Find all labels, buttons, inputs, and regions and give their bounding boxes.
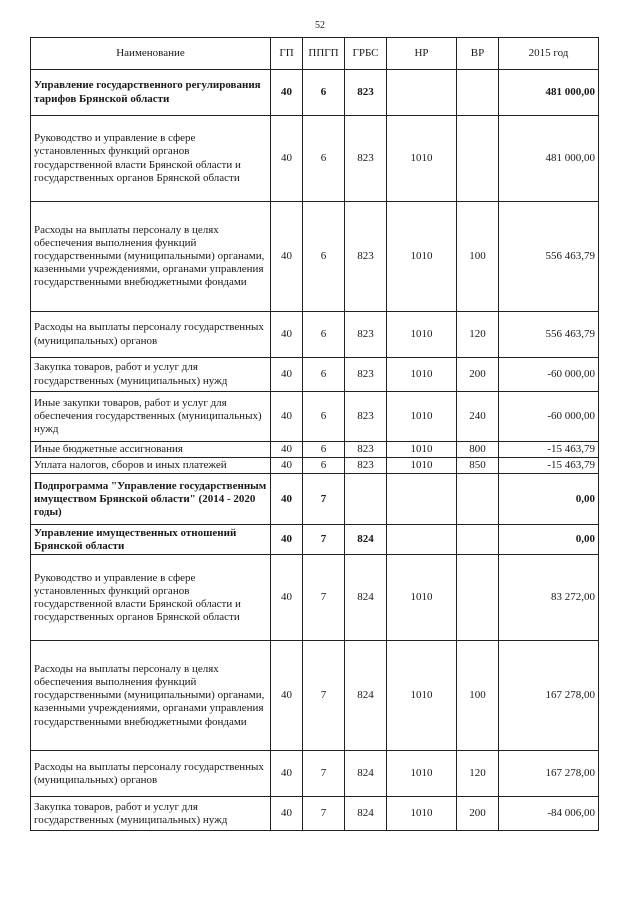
cell-grbs: 824 <box>345 555 387 641</box>
cell-nr: 1010 <box>387 312 457 358</box>
table-row <box>31 555 599 641</box>
cell-name: Расходы на выплаты персоналу в целях обеспечения выполнения функций государственными (муниципальными) органами, казенными учреждениями, органами управления государственными внебюджетными фондами <box>31 202 271 312</box>
budget-table-body <box>31 70 599 831</box>
cell-name: Управление имущественных отношений Брянской области <box>31 525 271 555</box>
cell-ppgp: 6 <box>303 312 345 358</box>
cell-grbs: 823 <box>345 358 387 392</box>
cell-nr: 1010 <box>387 641 457 751</box>
cell-vr <box>457 525 499 555</box>
cell-vr <box>457 70 499 116</box>
cell-gp: 40 <box>271 474 303 525</box>
cell-amount: -60 000,00 <box>499 392 599 442</box>
cell-nr: 1010 <box>387 442 457 458</box>
cell-vr <box>457 474 499 525</box>
cell-name: Расходы на выплаты персоналу в целях обеспечения выполнения функций государственными (муниципальными) органами, казенными учреждениями, органами управления государственными внебюджетными фондами <box>31 641 271 751</box>
cell-nr: 1010 <box>387 458 457 474</box>
cell-amount: 0,00 <box>499 525 599 555</box>
cell-name: Иные закупки товаров, работ и услуг для обеспечения государственных (муниципальных) нужд <box>31 392 271 442</box>
cell-amount: -15 463,79 <box>499 442 599 458</box>
cell-vr: 120 <box>457 751 499 797</box>
header-nr: НР <box>387 38 457 70</box>
cell-gp: 40 <box>271 392 303 442</box>
cell-grbs: 823 <box>345 392 387 442</box>
cell-name: Закупка товаров, работ и услуг для государственных (муниципальных) нужд <box>31 797 271 831</box>
table-row <box>31 116 599 202</box>
cell-ppgp: 6 <box>303 442 345 458</box>
cell-gp: 40 <box>271 797 303 831</box>
cell-nr: 1010 <box>387 751 457 797</box>
table-row <box>31 312 599 358</box>
table-row <box>31 442 599 458</box>
header-year: 2015 год <box>499 38 599 70</box>
cell-grbs: 823 <box>345 458 387 474</box>
cell-ppgp: 6 <box>303 392 345 442</box>
cell-grbs: 823 <box>345 312 387 358</box>
cell-ppgp: 7 <box>303 474 345 525</box>
cell-amount: 556 463,79 <box>499 312 599 358</box>
cell-ppgp: 6 <box>303 116 345 202</box>
cell-nr: 1010 <box>387 555 457 641</box>
cell-vr <box>457 555 499 641</box>
table-row <box>31 392 599 442</box>
cell-vr: 240 <box>457 392 499 442</box>
cell-amount: 556 463,79 <box>499 202 599 312</box>
cell-nr: 1010 <box>387 116 457 202</box>
table-row <box>31 202 599 312</box>
table-row <box>31 458 599 474</box>
cell-nr: 1010 <box>387 797 457 831</box>
budget-table <box>30 37 599 831</box>
table-row <box>31 474 599 525</box>
cell-amount: -15 463,79 <box>499 458 599 474</box>
header-name: Наименование <box>31 38 271 70</box>
table-row <box>31 525 599 555</box>
cell-ppgp: 6 <box>303 358 345 392</box>
cell-ppgp: 7 <box>303 641 345 751</box>
table-header-row <box>31 38 599 70</box>
page-number: 52 <box>315 20 325 31</box>
cell-vr: 850 <box>457 458 499 474</box>
cell-gp: 40 <box>271 70 303 116</box>
cell-grbs: 823 <box>345 202 387 312</box>
cell-name: Руководство и управление в сфере установленных функций органов государственной власти Брянской области и государственных органов Брянской области <box>31 555 271 641</box>
cell-grbs <box>345 474 387 525</box>
cell-gp: 40 <box>271 116 303 202</box>
cell-name: Расходы на выплаты персоналу государственных (муниципальных) органов <box>31 312 271 358</box>
cell-gp: 40 <box>271 641 303 751</box>
cell-ppgp: 7 <box>303 797 345 831</box>
cell-amount: 481 000,00 <box>499 70 599 116</box>
cell-ppgp: 6 <box>303 458 345 474</box>
cell-ppgp: 7 <box>303 525 345 555</box>
cell-ppgp: 6 <box>303 70 345 116</box>
cell-grbs: 824 <box>345 525 387 555</box>
cell-name: Иные бюджетные ассигнования <box>31 442 271 458</box>
cell-ppgp: 6 <box>303 202 345 312</box>
cell-nr <box>387 525 457 555</box>
cell-vr: 100 <box>457 202 499 312</box>
cell-grbs: 823 <box>345 442 387 458</box>
cell-name: Закупка товаров, работ и услуг для государственных (муниципальных) нужд <box>31 358 271 392</box>
cell-gp: 40 <box>271 202 303 312</box>
cell-ppgp: 7 <box>303 555 345 641</box>
cell-nr: 1010 <box>387 358 457 392</box>
cell-name: Управление государственного регулирования тарифов Брянской области <box>31 70 271 116</box>
cell-amount: 0,00 <box>499 474 599 525</box>
cell-grbs: 824 <box>345 641 387 751</box>
table-row <box>31 641 599 751</box>
cell-amount: 167 278,00 <box>499 751 599 797</box>
table-row <box>31 797 599 831</box>
header-vr: ВР <box>457 38 499 70</box>
cell-vr: 200 <box>457 358 499 392</box>
cell-grbs: 824 <box>345 797 387 831</box>
cell-nr <box>387 474 457 525</box>
cell-nr <box>387 70 457 116</box>
cell-amount: 167 278,00 <box>499 641 599 751</box>
table-row <box>31 70 599 116</box>
cell-nr: 1010 <box>387 202 457 312</box>
cell-gp: 40 <box>271 525 303 555</box>
cell-vr: 200 <box>457 797 499 831</box>
cell-amount: -84 006,00 <box>499 797 599 831</box>
cell-vr <box>457 116 499 202</box>
cell-gp: 40 <box>271 358 303 392</box>
cell-gp: 40 <box>271 312 303 358</box>
header-ppgp: ППГП <box>303 38 345 70</box>
cell-name: Руководство и управление в сфере установленных функций органов государственной власти Брянской области и государственных органов Брянской области <box>31 116 271 202</box>
cell-name: Уплата налогов, сборов и иных платежей <box>31 458 271 474</box>
cell-vr: 100 <box>457 641 499 751</box>
cell-vr: 120 <box>457 312 499 358</box>
header-gp: ГП <box>271 38 303 70</box>
cell-gp: 40 <box>271 751 303 797</box>
table-row <box>31 751 599 797</box>
cell-name: Подпрограмма "Управление государственным имуществом Брянской области" (2014 - 2020 годы) <box>31 474 271 525</box>
header-grbs: ГРБС <box>345 38 387 70</box>
cell-amount: 481 000,00 <box>499 116 599 202</box>
cell-gp: 40 <box>271 555 303 641</box>
cell-grbs: 823 <box>345 116 387 202</box>
cell-gp: 40 <box>271 442 303 458</box>
cell-ppgp: 7 <box>303 751 345 797</box>
cell-name: Расходы на выплаты персоналу государственных (муниципальных) органов <box>31 751 271 797</box>
cell-amount: -60 000,00 <box>499 358 599 392</box>
cell-gp: 40 <box>271 458 303 474</box>
cell-grbs: 823 <box>345 70 387 116</box>
cell-nr: 1010 <box>387 392 457 442</box>
table-row <box>31 358 599 392</box>
cell-vr: 800 <box>457 442 499 458</box>
cell-grbs: 824 <box>345 751 387 797</box>
cell-amount: 83 272,00 <box>499 555 599 641</box>
